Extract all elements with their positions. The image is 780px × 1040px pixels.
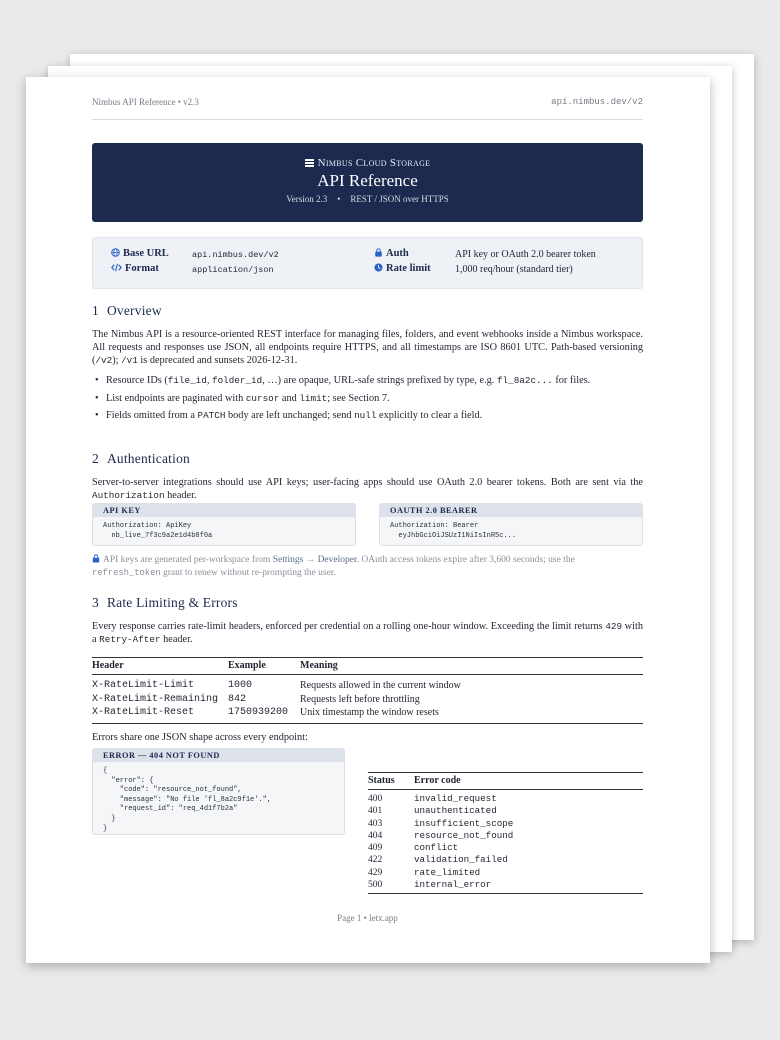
running-header <box>92 97 643 120</box>
error-codes-table <box>368 772 643 894</box>
status-code: 404 <box>368 830 383 841</box>
rate-limit-label: Rate limit <box>386 263 431 274</box>
error-example-code: { "error": { "code": "resource_not_found", "message": "No file 'fl_8a2c9f1e'.", "request_id": "req_4d1f7b2a" } } <box>103 767 272 833</box>
overview-paragraph: The Nimbus API is a resource-oriented REST interface for managing files, folders, and event webhooks inside a Nimbus workspace. All requests and responses use JSON, all endpoints require HTTPS, and all timestamps are ISO 8601 UTC. Path-based versioning (/v2); /v1 is deprecated and sunsets 2026-12-31. <box>92 329 643 366</box>
base-url-label: Base URL <box>123 248 169 259</box>
running-head-url: api.nimbus.dev/v2 <box>551 97 643 107</box>
table-row <box>368 818 643 830</box>
error-code: validation_failed <box>414 854 508 866</box>
table-row: X-RateLimit-Remaining 842 Requests left before throttling <box>92 693 420 705</box>
auth-value: API key or OAuth 2.0 bearer token <box>455 249 596 260</box>
status-code: 409 <box>368 843 383 854</box>
api-key-example <box>92 503 356 546</box>
banner-subtitle: Version 2.3 • REST / JSON over HTTPS <box>286 194 449 204</box>
table-row <box>368 879 643 894</box>
status-code: 500 <box>368 879 414 894</box>
rate-limit-row <box>374 263 431 274</box>
brand-line <box>92 157 643 169</box>
table-row: X-RateLimit-Reset 1750939200 Unix timestamp the window resets <box>92 706 643 723</box>
table-header-row <box>92 658 643 675</box>
document-page <box>26 77 710 963</box>
base-url-row <box>111 248 169 259</box>
table-row <box>368 842 643 854</box>
format-label: Format <box>125 263 159 274</box>
auth-row <box>374 248 409 259</box>
authentication-note: API keys are generated per-workspace from Settings → Developer. OAuth access tokens expire after 3,600 seconds; use the refresh_token grant to renew without re-prompting the user. <box>92 555 575 578</box>
list-item: • Resource IDs (file_id, folder_id, …) are opaque, URL-safe strings prefixed by type, e.g. fl_8a2c... for files. <box>92 374 643 387</box>
section-heading-authentication: 2 Authentication <box>92 451 190 466</box>
rate-limit-headers-table <box>92 657 643 724</box>
column-header: Header <box>92 658 228 675</box>
document-title: API Reference <box>317 171 418 190</box>
brand-name: Nimbus Cloud Storage <box>317 157 431 169</box>
oauth-example-code: Authorization: Bearer eyJhbGciOiJSUzI1NiIsInR5c... <box>390 522 517 540</box>
page-footer: Page 1 • letx.app <box>337 913 398 923</box>
status-code: 403 <box>368 818 383 829</box>
code-icon <box>111 263 122 272</box>
oauth-example <box>379 503 643 546</box>
list-item: • Fields omitted from a PATCH body are left unchanged; send null explicitly to clear a field. <box>92 409 643 422</box>
error-code: unauthenticated <box>414 805 497 817</box>
error-example <box>92 748 345 835</box>
clock-icon <box>374 263 383 272</box>
table-row: X-RateLimit-Limit 1000 Requests allowed in the current window <box>92 680 461 691</box>
table-row <box>368 790 643 806</box>
error-code: internal_error <box>414 879 643 894</box>
lock-icon <box>92 554 100 563</box>
column-header: Example <box>228 658 300 675</box>
status-code: 422 <box>368 855 383 866</box>
errors-intro: Errors share one JSON shape across every endpoint: <box>92 732 308 743</box>
rate-limiting-paragraph: Every response carries rate-limit headers, enforced per credential on a rolling one-hour window. Exceeding the limit returns 429 with a Retry-After header. <box>92 621 643 645</box>
column-header: Meaning <box>300 658 643 675</box>
section-heading-rate-limiting: 3 Rate Limiting & Errors <box>92 595 238 610</box>
status-code: 401 <box>368 806 383 817</box>
api-key-example-title: API KEY <box>93 504 355 517</box>
error-code: insufficient_scope <box>414 817 514 829</box>
auth-label: Auth <box>386 248 409 259</box>
lock-icon <box>374 248 383 257</box>
table-row <box>368 867 643 879</box>
rate-limit-value: 1,000 req/hour (standard tier) <box>455 264 573 275</box>
api-key-example-code: Authorization: ApiKey nb_live_7f3c9a2e1d4b8f0a <box>103 522 213 540</box>
version-label: Version 2.3 <box>286 194 328 204</box>
status-code: 429 <box>368 867 383 878</box>
table-row <box>368 805 643 817</box>
table-row <box>368 830 643 842</box>
base-url-value: api.nimbus.dev/v2 <box>192 250 279 260</box>
error-code: resource_not_found <box>414 829 514 841</box>
protocol-label: REST / JSON over HTTPS <box>350 194 449 204</box>
title-banner <box>92 143 643 222</box>
table-header-row <box>368 773 643 790</box>
oauth-example-title: OAUTH 2.0 BEARER <box>380 504 642 517</box>
server-icon <box>305 159 314 167</box>
table-row <box>368 854 643 866</box>
format-value: application/json <box>192 265 274 275</box>
status-code: 400 <box>368 794 383 804</box>
globe-icon <box>111 248 120 257</box>
error-code: invalid_request <box>414 793 497 804</box>
authentication-paragraph: Server-to-server integrations should use API keys; user-facing apps should use OAuth 2.0 bearer tokens. Both are sent via the Authorization header. <box>92 477 643 501</box>
error-code: conflict <box>414 842 459 854</box>
column-header: Status <box>368 773 414 790</box>
overview-bullets <box>92 374 643 427</box>
format-row <box>111 263 159 274</box>
api-info-box <box>92 237 643 289</box>
section-heading-overview: 1 Overview <box>92 303 162 318</box>
column-header: Error code <box>414 773 643 790</box>
error-code: rate_limited <box>414 866 481 878</box>
list-item: • List endpoints are paginated with cursor and limit; see Section 7. <box>92 392 643 405</box>
error-example-title: ERROR — 404 NOT FOUND <box>93 749 344 762</box>
running-head-title: Nimbus API Reference • v2.3 <box>92 97 199 107</box>
